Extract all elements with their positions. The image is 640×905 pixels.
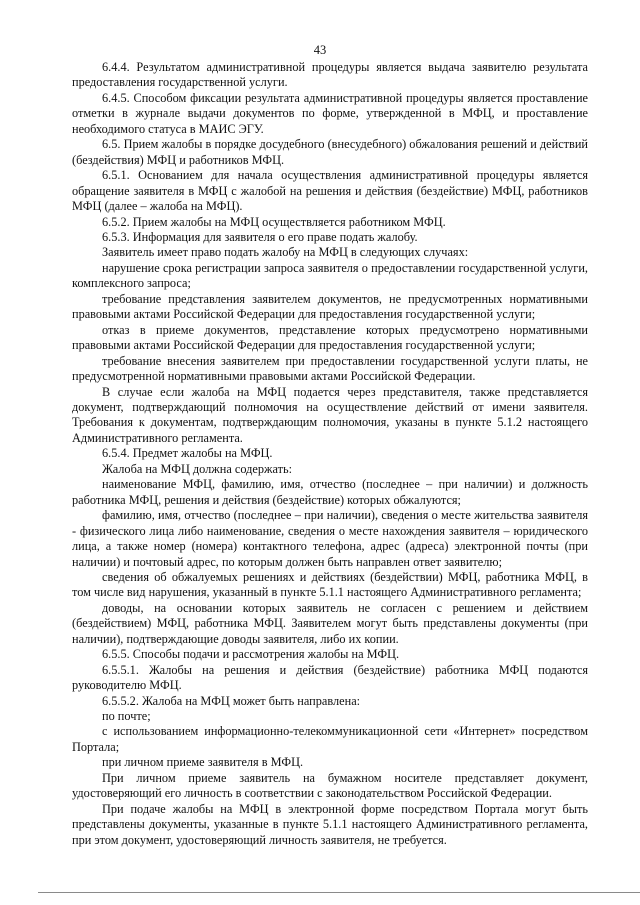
paragraph-6-5-3: 6.5.3. Информация для заявителя о его праве подать жалобу. [102,229,418,244]
paragraph-complaint-cases-intro: Заявитель имеет право подать жалобу на МФЦ в следующих случаях: [102,245,469,260]
paragraph-electronic-submission: При подаче жалобы на МФЦ в электронной форме посредством Портала могут быть представлены документы, указанные в пункте 5.1.1 настоящего Административного регламента, при этом документ, удостоверяющий личность заявителя, не требуется. [72,801,588,847]
paragraph-6-5-1: 6.5.1. Основанием для начала осуществления административной процедуры является обращение заявителя в МФЦ с жалобой на решения и действия (бездействие) МФЦ, работников МФЦ (далее – жалоба на МФЦ). [72,168,588,214]
paragraph-6-5: 6.5. Прием жалобы в порядке досудебного (внесудебного) обжалования решений и действий (бездействия) МФЦ и работников МФЦ. [72,137,588,167]
paragraph-method-internet: с использованием информационно-телекоммуникационной сети «Интернет» посредством Портала; [72,724,588,754]
paragraph-case-refusal: отказ в приеме документов, представление которых предусмотрено нормативными правовыми актами Российской Федерации для предоставления государственной услуги; [72,322,588,353]
paragraph-case-registration-delay: нарушение срока регистрации запроса заявителя о предоставлении государственной услуги, комплексного запроса; [72,260,588,291]
paragraph-6-5-5: 6.5.5. Способы подачи и рассмотрения жалобы на МФЦ. [102,647,400,662]
paragraph-method-personal: при личном приеме заявителя в МФЦ. [102,755,304,770]
paragraph-6-5-4: 6.5.4. Предмет жалобы на МФЦ. [102,446,273,461]
paragraph-content-arguments: доводы, на основании которых заявитель не согласен с решением и действием (бездействием) МФЦ, работника МФЦ. Заявителем могут быть представлены документы (при наличии), подтверждающие доводы заявителя, либо их копии. [72,600,588,646]
paragraph-case-fee: требование внесения заявителем при предоставлении государственной услуги платы, не предусмотренной нормативными правовыми актами Российской Федерации. [72,353,588,384]
paragraph-content-applicant-details: фамилию, имя, отчество (последнее – при наличии), сведения о месте жительства заявителя - физического лица либо наименование, сведения о месте нахождения заявителя – юридического лица, а также номер (номера) контактного телефона, адрес (адреса) электронной почты (при наличии) и почтовый адрес, по которым должен быть направлен ответ заявителю; [72,508,588,569]
paragraph-6-4-5: 6.4.5. Способом фиксации результата административной процедуры является проставление отметки в журнале выдачи документов по форме, утвержденной в МФЦ, и проставление необходимого статуса в МАИС ЭГУ. [72,90,588,136]
paragraph-method-mail: по почте; [102,709,151,724]
paragraph-6-5-2: 6.5.2. Прием жалобы на МФЦ осуществляется работником МФЦ. [102,214,446,229]
paragraph-6-5-5-2: 6.5.5.2. Жалоба на МФЦ может быть направлена: [102,693,361,708]
paragraph-personal-reception: При личном приеме заявитель на бумажном носителе представляет документ, удостоверяющий его личность в соответствии с законодательством Российской Федерации. [72,770,588,801]
paragraph-6-4-4: 6.4.4. Результатом административной процедуры является выдача заявителю результата предоставления государственной услуги. [72,60,588,90]
paragraph-representative: В случае если жалоба на МФЦ подается через представителя, также представляется документ, подтверждающий полномочия на осуществление действий от имени заявителя. Требования к документам, подтверждающим полномочия, указаны в пункте 5.1.2 настоящего Административного регламента. [72,384,588,445]
scan-edge-line [38,892,640,893]
paragraph-6-5-5-1: 6.5.5.1. Жалобы на решения и действия (бездействие) работника МФЦ подаются руководителю МФЦ. [72,662,588,693]
page-number: 43 [313,43,327,57]
document-body [72,60,588,848]
paragraph-case-extra-documents: требование представления заявителем документов, не предусмотренных нормативными правовыми актами Российской Федерации для предоставления государственной услуги; [72,291,588,322]
paragraph-content-appealed-decisions: сведения об обжалуемых решениях и действиях (бездействии) МФЦ, работника МФЦ, в том числе вид нарушения, указанный в пункте 5.1.1 настоящего Административного регламента; [72,569,588,600]
paragraph-complaint-contents-intro: Жалоба на МФЦ должна содержать: [102,461,293,476]
paragraph-content-mfc-name: наименование МФЦ, фамилию, имя, отчество (последнее – при наличии) и должность работника МФЦ, решения и действия (бездействие) которых обжалуются; [72,477,588,507]
